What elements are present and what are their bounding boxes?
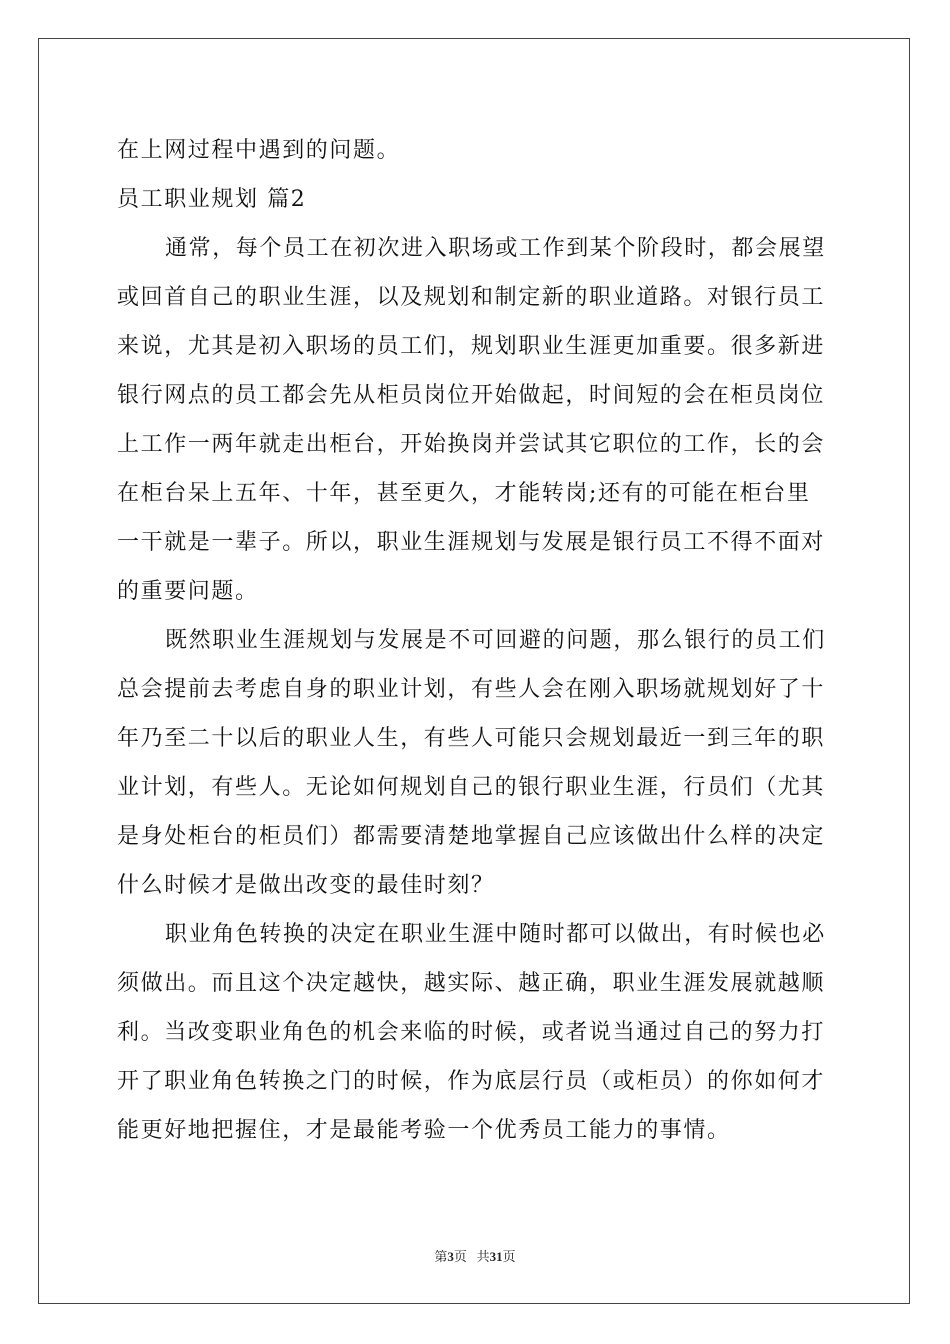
page-suffix: 页: [453, 1249, 467, 1264]
text-line: 开了职业角色转换之门的时候，作为底层行员（或柜员）的你如何才: [117, 1069, 826, 1094]
text-line: 一干就是一辈子。所以，职业生涯规划与发展是银行员工不得不面对: [117, 530, 826, 555]
text-line: 须做出。而且这个决定越快，越实际、越正确，职业生涯发展就越顺: [117, 971, 826, 996]
text-line: 总会提前去考虑自身的职业计划，有些人会在刚入职场就规划好了十: [117, 677, 826, 702]
text-line: 既然职业生涯规划与发展是不可回避的问题，那么银行的员工们: [165, 628, 826, 653]
total-pages: 31: [489, 1249, 503, 1264]
text-line: 或回首自己的职业生涯，以及规划和制定新的职业道路。对银行员工: [117, 285, 826, 310]
total-suffix: 页: [502, 1249, 516, 1264]
page-footer: [0, 1246, 950, 1265]
text-line: 能更好地把握住，才是最能考验一个优秀员工能力的事情。: [117, 1118, 731, 1143]
section-heading: 员工职业规划 篇2: [117, 187, 307, 212]
text-line: 银行网点的员工都会先从柜员岗位开始做起，时间短的会在柜员岗位: [117, 383, 826, 408]
text-line: 年乃至二十以后的职业人生，有些人可能只会规划最近一到三年的职: [117, 726, 826, 751]
page-number: 3: [447, 1249, 454, 1264]
total-prefix: 共: [476, 1249, 490, 1264]
text-line: 通常，每个员工在初次进入职场或工作到某个阶段时，都会展望: [165, 236, 826, 261]
text-line: 职业角色转换的决定在职业生涯中随时都可以做出，有时候也必: [165, 922, 826, 947]
page-prefix: 第: [434, 1249, 448, 1264]
text-line: 利。当改变职业角色的机会来临的时候，或者说当通过自己的努力打: [117, 1020, 826, 1045]
text-line: 上工作一两年就走出柜台，开始换岗并尝试其它职位的工作，长的会: [117, 432, 826, 457]
text-line: 业计划，有些人。无论如何规划自己的银行职业生涯，行员们（尤其: [117, 775, 826, 800]
text-line: 什么时候才是做出改变的最佳时刻？: [117, 873, 495, 898]
text-line: 的重要问题。: [117, 579, 259, 604]
text-line: 来说，尤其是初入职场的员工们，规划职业生涯更加重要。很多新进: [117, 334, 826, 359]
text-line: 在上网过程中遇到的问题。: [117, 138, 401, 163]
text-line: 在柜台呆上五年、十年，甚至更久，才能转岗;还有的可能在柜台里: [117, 481, 811, 506]
document-body: [117, 126, 837, 1155]
text-line: 是身处柜台的柜员们）都需要清楚地掌握自己应该做出什么样的决定: [117, 824, 826, 849]
